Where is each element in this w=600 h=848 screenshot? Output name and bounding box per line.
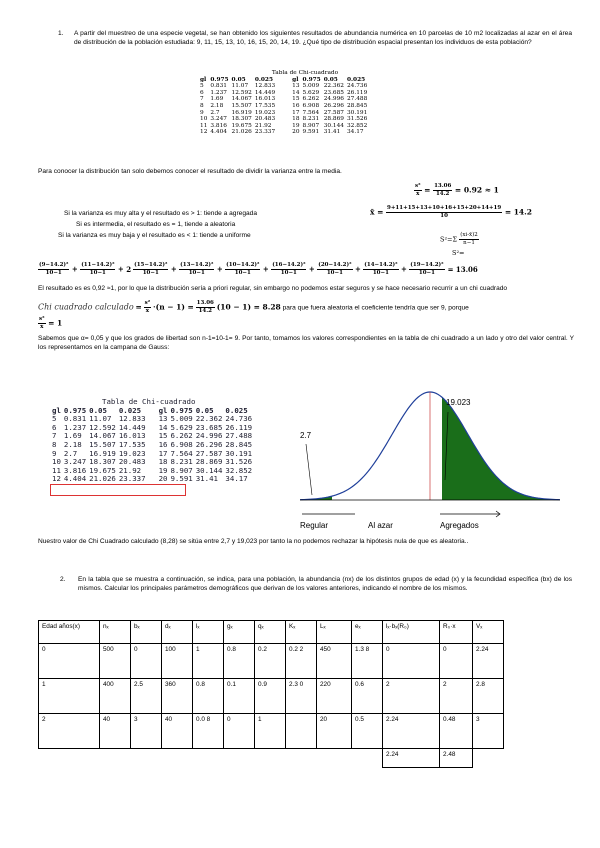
chi-table-row: 12 4.404 21.026 23.337 — [52, 474, 146, 484]
rule-agregada: Si la varianza es muy alta y el resultado es > 1: tiende a agregada — [64, 210, 257, 217]
ratio-formula: $\frac{\text{s²}}{x̄}$ = $\frac{13.06}{14.2}$ = 0.92 ≈ 1 — [415, 183, 499, 197]
result-text: El resultado es es 0,92 ≈1, por lo que la distribución sería a priori regular, sin embargo no podemos estar seguros y se hace necesario recurrir a un chi cuadrado — [38, 285, 508, 292]
chi-table-row: 6 1.237 12.592 14.449 — [200, 89, 276, 96]
chi-table-row: 15 6.262 24.996 27.488 — [158, 431, 253, 441]
chi-table-row: 9 2.7 16.919 19.023 — [52, 448, 146, 458]
chi-table-row: 11 3.816 19.675 21.92 — [52, 465, 142, 475]
variance-definition: S²=Σ $\frac{(xi-x̄)2}{n-1}$ — [440, 232, 478, 246]
mean-formula: x̄ = $\frac{9+11+15+13+10+16+15+20+14+19}{10}$ = 14.2 — [370, 205, 532, 219]
chi-table-row: 13 5.009 22.362 24.736 — [292, 83, 368, 90]
chi-table-row: 16 6.908 26.296 28.845 — [292, 102, 368, 109]
chi-table-row: 7 1.69 14.067 16.013 — [52, 431, 146, 441]
gauss-left-pointer — [306, 444, 312, 495]
chi-table-row: 17 7.564 27.587 30.191 — [292, 109, 368, 116]
gauss-label-regular: Regular — [300, 521, 329, 530]
variance-term: $\frac{\text{(13−14.2)²}}{10-1}$ — [180, 262, 214, 276]
chi-table-title: Tabla de Chi-cuadrado — [271, 70, 339, 76]
chi-table-row: 10 3.247 18.307 20.483 — [200, 116, 276, 123]
chi-table-bottom-title: Tabla de Chi-cuadrado — [102, 397, 196, 406]
demo-table-totals: 2.24 2.48 — [39, 749, 504, 768]
chi-row-highlight — [50, 484, 186, 496]
demographic-table — [38, 620, 504, 768]
gauss-left-value: 2.7 — [300, 431, 312, 440]
demo-table-row: 1 400 2.5 360 0.8 0.1 0.9 2.3 0 220 0.6 2 2 2.8 — [39, 679, 504, 714]
variance-term: $\frac{\text{(19−14.2)²}}{10-1}$ — [410, 262, 444, 276]
chi-table-row: 9 2.7 16.919 19.023 — [200, 109, 276, 116]
chi-table-top-right: gl 0.975 0.05 0.025 13 5.009 22.362 24.736 14 5.629 23.685 26.119 15 6.262 24.996 27.488 16 6.908 26.296 28.845 17 7.564 27.587 30.191 18 8.231 28.869 31.526 19 8.907 30.144 32.852 20 9.591 31.41 34.17 — [292, 77, 370, 136]
chi-table-bottom-right: gl 0.975 0.05 0.025 13 5.009 22.362 24.736 14 5.629 23.685 26.119 15 6.262 24.996 27.488 16 6.908 26.296 28.845 17 7.564 27.587 30.191 18 8.231 28.869 31.526 19 8.907 30.144 32.852 20 9.591 31.41 34.17 — [159, 407, 256, 484]
chi-table-row: 15 6.262 24.996 27.488 — [292, 96, 368, 103]
q2-text: En la tabla que se muestra a continuación, se indica, para una población, la abundancia (nx) de los distintos grupos de edad (x) y la fecundidad específica (bx) de los mismos. Calcular los principales parámetros demográficos que derivan de los valores anteriores, indicando el nombre de los mismos. — [78, 576, 572, 592]
conclusion-text: Nuestro valor de Chi Cuadrado calculado (8,28) se sitúa entre 2,7 y 19,023 por tanto la no podemos rechazar la hipótesis nula de que es aleatoria.. — [38, 538, 469, 545]
gauss-label-agregados: Agregados — [440, 521, 479, 530]
chi-table-row: 10 3.247 18.307 20.483 — [52, 457, 146, 467]
variance-expansion: $\frac{\text{(9−14.2)²}}{10-1}$ + $\frac{\text{(11−14.2)²}}{10-1}$ + 2 $\frac{\text{(15−14.2)²}}{10-1}$ + $\frac{\text{(13−14.2)²}}{10-1}$ + $\frac{\text{(10−14.2)²}}{10-1}$ + $\frac{\text{(16−14.2)²}}{10-1}$ + $\frac{\text{(20−14.2)²}}{10-1}$ + $\frac{\text{(14−14.2)²}}{10-1}$ + $\frac{\text{(19−14.2)²}}{10-1}$ = 13.06 — [39, 262, 478, 276]
intro-text: Para conocer la distribución tan solo debemos conocer el resultado de dividir la varianza entre la media. — [38, 168, 342, 175]
rule-aleatoria: Si es intermedia, el resultado es = 1, tiende a aleatoria — [76, 221, 236, 228]
chi-table-row: 5 0.831 11.07 12.833 — [200, 83, 276, 90]
chi-table-row: 16 6.908 26.296 28.845 — [158, 439, 253, 449]
chi-table-row: 20 9.591 31.41 34.17 — [158, 474, 248, 484]
demo-table-header: Edad años(x) nₓ bₓ dₓ lₓ gₓ qₓ Kₓ Lₓ eₓ lₓ·bₓ(R₀) R₀·x Vₓ — [39, 621, 504, 644]
chi-calculated: Chi cuadrado calculado = $\frac{\text{s²}}{x̄}$ ·(n − 1) = $\frac{13.06}{14.2}$ (10 − 1) = 8.28 para que fuera aleatoria el coeficiente tendría que ser 9, porque — [38, 300, 469, 314]
variance-result: = 13.06 — [447, 264, 478, 274]
variance-term: $\frac{\text{(10−14.2)²}}{10-1}$ — [226, 262, 260, 276]
chi-table-row: 20 9.591 31.41 34.17 — [292, 129, 364, 136]
variance-term: $\frac{\text{(9−14.2)²}}{10-1}$ — [39, 262, 69, 276]
chi-table-row: 19 8.907 30.144 32.852 — [158, 465, 253, 475]
chi-table-bottom — [52, 398, 255, 484]
gauss-right-tail-fill — [442, 397, 560, 500]
demo-table-row: 0 500 0 100 1 0.8 0.2 0.2 2 450 1.3 8 0 0 2.24 — [39, 644, 504, 679]
chi-table-row: 19 8.907 30.144 32.852 — [292, 122, 368, 129]
q1-text: A partir del muestreo de una especie vegetal, se han obtenido los siguientes resultados de abundancia numérica en 10 parcelas de 10 m2 localizadas al azar en el área de distribución de la población estudiada: 9, 11, 15, 13, 10, 16, 15, 20, 14, 19. ¿Qué tipo de distribución espacial presentan los individuos de esta población? — [74, 30, 572, 46]
chi-table-row: 18 8.231 28.869 31.526 — [158, 457, 253, 467]
chi-table-row: 18 8.231 28.869 31.526 — [292, 116, 368, 123]
chi-table-row: 5 0.831 11.07 12.833 — [52, 414, 146, 424]
alpha-text: Sabemos que α= 0,05 y que los grados de libertad son n-1=10-1= 9. Por tanto, tomamos los valores correspondientes en la tabla de chi cuadrado a un lado y otro del valor central. Y los representamos en la campana de Gauss: — [38, 335, 574, 351]
chi-table-row: 14 5.629 23.685 26.119 — [158, 422, 253, 432]
chi-table-row: 17 7.564 27.587 30.191 — [158, 448, 253, 458]
chi-aleatoria-condition: $\frac{\text{s²}}{x̄}$ = 1 — [39, 316, 63, 330]
chi-table-top-left: gl 0.975 0.05 0.025 5 0.831 11.07 12.833 6 1.237 12.592 14.449 7 1.69 14.067 16.013 8 2.18 15.507 17.535 9 2.7 16.919 19.023 10 3.247 18.307 20.483 11 3.816 19.675 21.92 12 4.404 21.026 23.337 — [200, 77, 278, 136]
chi-table-row: 6 1.237 12.592 14.449 — [52, 422, 146, 432]
q1-number: 1. — [58, 30, 64, 37]
variance-s2: S²= — [452, 249, 465, 257]
chi-table-bottom-left: gl 0.975 0.05 0.025 5 0.831 11.07 12.833 6 1.237 12.592 14.449 7 1.69 14.067 16.013 8 2.18 15.507 17.535 9 2.7 16.919 19.023 10 3.247 18.307 20.483 11 3.816 19.675 21.92 12 4.404 21.026 23.337 — [52, 407, 149, 484]
chi-table-row: 12 4.404 21.026 23.337 — [200, 129, 276, 136]
chi-table-row: 13 5.009 22.362 24.736 — [158, 414, 253, 424]
gauss-label-azar: Al azar — [368, 521, 393, 530]
chi-table-row: 8 2.18 15.507 17.535 — [200, 102, 276, 109]
demo-table-row: 2 40 3 40 0.0 8 0 1 20 0.5 2.24 0.48 3 — [39, 714, 504, 749]
variance-term: $\frac{\text{(15−14.2)²}}{10-1}$ — [134, 262, 168, 276]
variance-term: $\frac{\text{(14−14.2)²}}{10-1}$ — [364, 262, 398, 276]
chi-table-row: 7 1.69 14.067 16.013 — [200, 96, 276, 103]
q2-number: 2. — [60, 576, 66, 583]
rule-uniforme: Si la varianza es muy baja y el resultado es < 1: tiende a uniforme — [58, 232, 251, 239]
chi-table-row: 11 3.816 19.675 21.92 — [200, 122, 272, 129]
variance-term: $\frac{\text{(11−14.2)²}}{10-1}$ — [81, 262, 115, 276]
chi-table-top — [200, 70, 410, 136]
variance-term: $\frac{\text{(16−14.2)²}}{10-1}$ — [272, 262, 306, 276]
chi-table-row: 8 2.18 15.507 17.535 — [52, 439, 146, 449]
gauss-curve-chart — [300, 380, 570, 535]
gauss-right-value: 19.023 — [446, 398, 471, 407]
variance-term: $\frac{\text{(20−14.2)²}}{10-1}$ — [318, 262, 352, 276]
chi-table-row: 14 5.629 23.685 26.119 — [292, 89, 368, 96]
